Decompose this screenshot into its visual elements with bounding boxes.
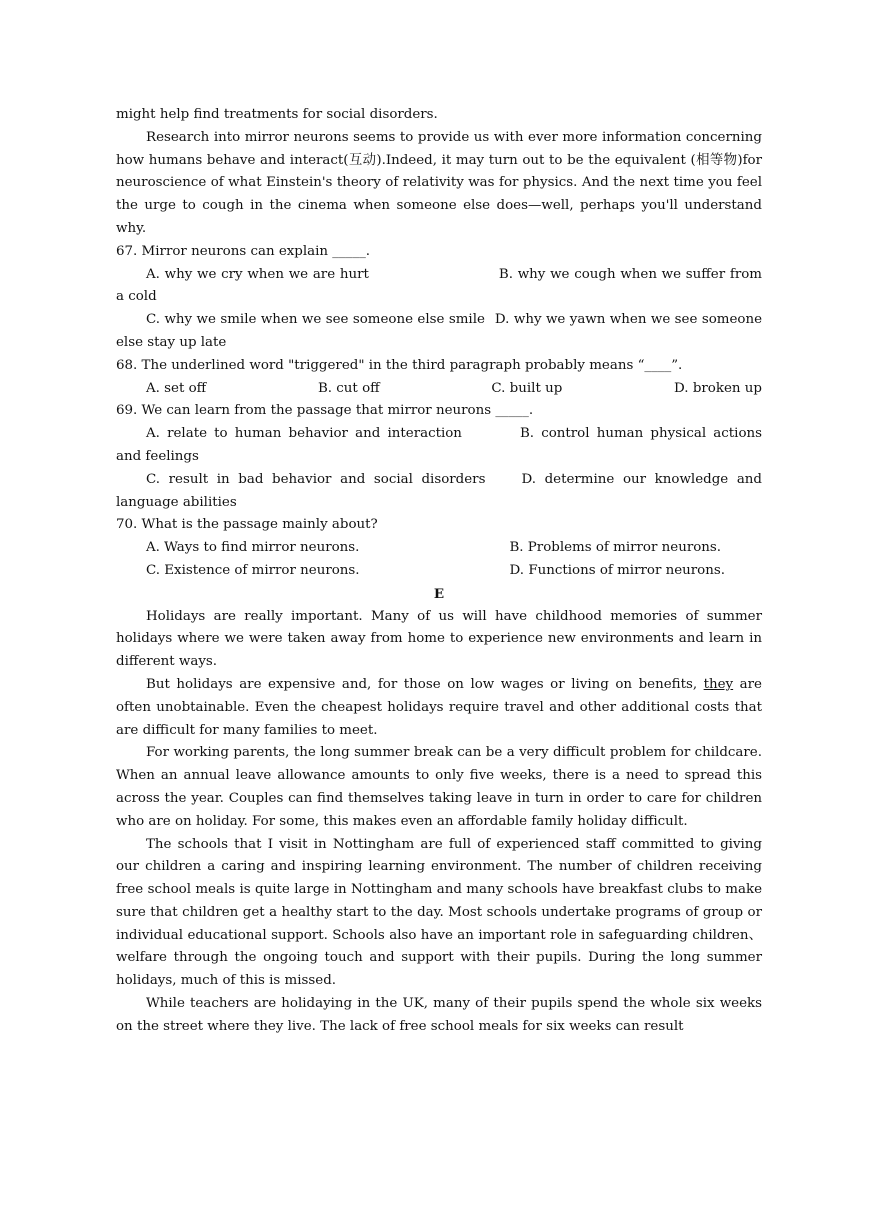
option-c: C. built up bbox=[491, 380, 563, 396]
option-c: C. why we smile when we see someone else smile bbox=[146, 312, 485, 328]
question-options-cd bbox=[116, 560, 762, 583]
page-content bbox=[116, 104, 762, 1039]
option-d: D. Functions of mirror neurons. bbox=[509, 562, 725, 578]
option-a: A. relate to human behavior and interaction bbox=[146, 426, 462, 442]
passage-e-paragraph-2 bbox=[116, 674, 762, 742]
question-stem: 70. What is the passage mainly about? bbox=[116, 517, 378, 533]
option-b: B. control human physical actions and feelings bbox=[116, 426, 762, 464]
option-b: B. why we cough when we suffer from a cold bbox=[116, 266, 762, 305]
paragraph-text: But holidays are expensive and, for those on low wages or living on benefits, bbox=[146, 676, 704, 692]
passage-e-paragraph-5: While teachers are holidaying in the UK, many of their pupils spend the whole six weeks on the street where they live. The lack of free school meals for six weeks can result bbox=[116, 996, 762, 1034]
question-67 bbox=[116, 241, 762, 355]
option-a: A. set off bbox=[146, 380, 207, 396]
passage-d-final-paragraph: Research into mirror neurons seems to provide us with ever more information concerning how humans behave and interact(互动).Indeed, it may turn out to be the equivalent (相等物)for neuroscience of what Einstein's theory of relativity was for physics. And the next time you feel the urge to cough in the cinema when someone else does—well, perhaps you'll understand why. bbox=[116, 129, 762, 236]
option-d: D. broken up bbox=[674, 380, 762, 396]
question-stem: 68. The underlined word "triggered" in the third paragraph probably means “____”. bbox=[116, 357, 683, 373]
option-b: B. Problems of mirror neurons. bbox=[509, 540, 722, 556]
question-options-cd bbox=[116, 469, 762, 515]
option-b: B. cut off bbox=[317, 380, 380, 396]
question-options-ab bbox=[116, 537, 762, 560]
option-c: C. Existence of mirror neurons. bbox=[146, 562, 360, 578]
passage-e-paragraph-1: Holidays are really important. Many of us will have childhood memories of summer holidays where we were taken away from home to experience new environments and learn in different ways. bbox=[116, 608, 762, 670]
option-d: D. why we yawn when we see someone else stay up late bbox=[116, 312, 762, 350]
paragraph-text: are often unobtainable. Even the cheapest holidays require travel and other additional costs that are difficult for many families to meet. bbox=[116, 676, 762, 738]
question-options-ab bbox=[116, 264, 762, 310]
question-stem: 67. Mirror neurons can explain _____. bbox=[116, 243, 371, 259]
underlined-word: they bbox=[703, 676, 734, 692]
option-a: A. Ways to find mirror neurons. bbox=[146, 540, 360, 556]
question-69 bbox=[116, 400, 762, 514]
passage-e-paragraph-4: The schools that I visit in Nottingham are full of experienced staff committed to giving our children a caring and inspiring learning environment. The number of children receiving free school meals is quite large in Nottingham and many schools have breakfast clubs to make sure that children get a healthy start to the day. Most schools undertake programs of group or individual educational support. Schools also have an important role in safeguarding children、 welfare through the ongoing touch and support with their pupils. During the long summer holidays, much of this is missed. bbox=[116, 836, 762, 989]
question-options-cd bbox=[116, 309, 762, 355]
passage-d-ending: might help find treatments for social disorders. bbox=[116, 107, 438, 122]
question-68 bbox=[116, 355, 762, 401]
question-options bbox=[116, 378, 762, 401]
passage-e-paragraph-3: For working parents, the long summer break can be a very difficult problem for childcare. When an annual leave allowance amounts to only five weeks, there is a need to spread this across the year. Couples can find themselves taking leave in turn in order to care for children who are on holiday. For some, this makes even an affordable family holiday difficult. bbox=[116, 745, 762, 829]
question-options-ab bbox=[116, 423, 762, 469]
option-a: A. why we cry when we are hurt bbox=[146, 266, 369, 282]
question-stem: 69. We can learn from the passage that mirror neurons _____. bbox=[116, 403, 534, 419]
passage-heading: E bbox=[433, 585, 445, 602]
question-70 bbox=[116, 514, 762, 582]
option-d: D. determine our knowledge and language abilities bbox=[116, 471, 763, 510]
option-c: C. result in bad behavior and social disorders bbox=[146, 471, 486, 487]
